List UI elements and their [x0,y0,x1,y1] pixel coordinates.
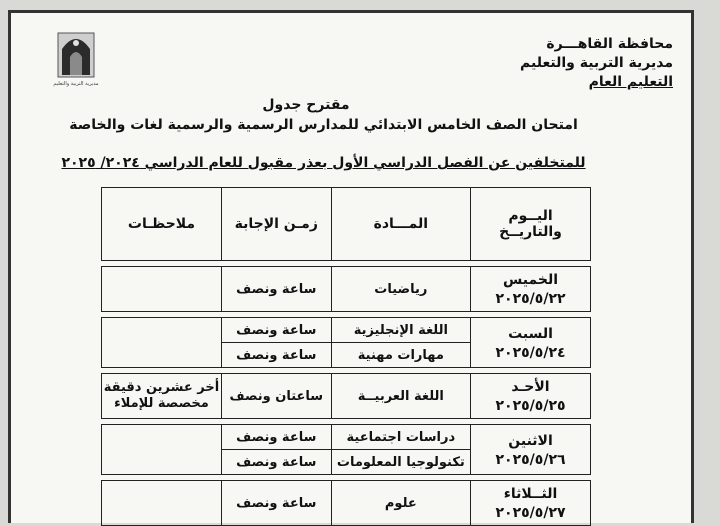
subject-cell: اللغة العربيــة [331,374,470,419]
duration-cell: ساعة ونصف [221,318,331,343]
header-duration: زمـن الإجابة [221,188,331,261]
notes-cell: أخر عشرين دقيقة مخصصة للإملاء [102,374,222,419]
day-cell: الخميس ٢٠٢٥/٥/٢٢ [471,267,591,312]
subject-cell: علوم [331,481,470,526]
exam-subtitle: للمتخلفين عن الفصل الدراسي الأول بعذر مقبول للعام الدراسي ٢٠٢٤/ ٢٠٢٥ [61,155,586,171]
table-row [102,374,591,419]
notes-cell [102,267,222,312]
department-label: التعليم العام [588,74,673,90]
proposal-title: مقترح جدول [262,97,350,113]
header-subject: المـــادة [331,188,470,261]
header-notes: ملاحظـات [102,188,222,261]
duration-cell: ساعة ونصف [221,267,331,312]
duration-cell: ساعة ونصف [221,450,331,475]
duration-cell: ساعة ونصف [221,425,331,450]
governorate-label: محافظة القاهـــرة [546,36,673,52]
table-header-row [102,188,591,261]
day-cell: السبت ٢٠٢٥/٥/٢٤ [471,318,591,368]
duration-cell: ساعتان ونصف [221,374,331,419]
duration-cell: ساعة ونصف [221,343,331,368]
day-cell: الاثنين ٢٠٢٥/٥/٢٦ [471,425,591,475]
subject-cell: مهارات مهنية [331,343,470,368]
notes-cell [102,425,222,475]
subject-cell: دراسات اجتماعية [331,425,470,450]
subject-cell: تكنولوجيا المعلومات [331,450,470,475]
exam-schedule-table [101,187,591,526]
ministry-emblem-icon [56,29,96,81]
duration-cell: ساعة ونصف [221,481,331,526]
subject-cell: رياضيات [331,267,470,312]
subject-cell: اللغة الإنجليزية [331,318,470,343]
ministry-logo [49,29,103,103]
table-row [102,425,591,450]
day-cell: الأحـد ٢٠٢٥/٥/٢٥ [471,374,591,419]
table-row [102,318,591,343]
header-day-date: اليــوم والتاريــخ [471,188,591,261]
logo-caption: مديرية التربية والتعليم [53,81,99,87]
issuing-authority [520,35,673,92]
exam-title: امتحان الصف الخامس الابتدائي للمدارس الرسمية والرسمية لغات والخاصة [69,117,578,133]
document-page [8,10,694,523]
table-row [102,481,591,526]
notes-cell [102,481,222,526]
table-row [102,267,591,312]
directorate-label: مديرية التربية والتعليم [520,55,673,71]
notes-cell [102,318,222,368]
day-cell: الثــلاثاء ٢٠٢٥/٥/٢٧ [471,481,591,526]
